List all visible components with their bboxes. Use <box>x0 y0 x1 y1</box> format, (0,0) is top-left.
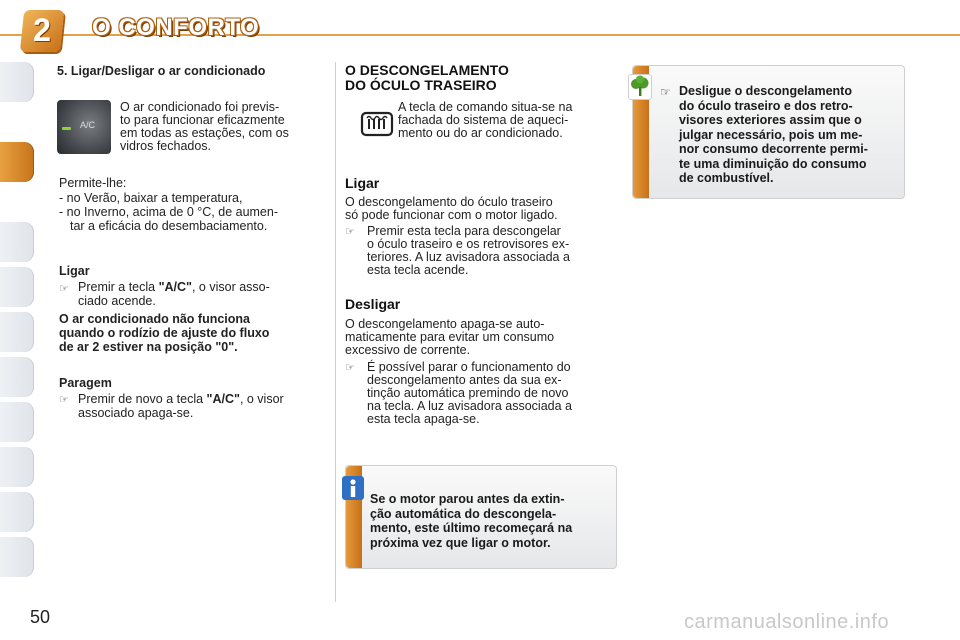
eco-note-line-7: de combustível. <box>679 171 774 185</box>
info-note-line-3: mento, este último recomeçará na <box>370 521 573 535</box>
defrost-ligar-bullet-4: esta tecla acende. <box>367 263 469 277</box>
ligar-text-c: , o visor asso- <box>191 280 270 294</box>
defrost-intro-3: mento ou do ar condicionado. <box>398 126 563 140</box>
ac-intro-3: em todas as estações, com os <box>120 126 289 140</box>
info-note-line-4: próxima vez que ligar o motor. <box>370 535 551 550</box>
chapter-tab-2[interactable] <box>0 142 34 182</box>
chapter-tab-10[interactable] <box>0 537 34 577</box>
eco-note-line-4: julgar necessário, pois um me- <box>679 127 863 142</box>
permits-label: Permite-lhe: <box>59 176 127 190</box>
ligar-text-a: Premir a tecla <box>78 280 159 294</box>
eco-note-line-1: Desligue o descongelamento <box>679 84 852 98</box>
ac-key-label: "A/C" <box>158 280 192 294</box>
chapter-number: 2 <box>33 12 51 48</box>
paragem-heading: Paragem <box>59 376 112 390</box>
defrost-ligar-bullet-2: o óculo traseiro e os retrovisores ex- <box>367 237 570 251</box>
site-watermark: carmanualsonline.info <box>684 611 890 633</box>
defrost-desligar-text-2: maticamente para evitar um consumo <box>345 330 555 344</box>
info-glyph-icon <box>342 476 364 500</box>
info-note-line-1: Se o motor parou antes da extin- <box>370 492 565 506</box>
tree-glyph-icon <box>629 75 651 99</box>
rear-defrost-title-2: DO ÓCULO TRASEIRO <box>345 77 497 93</box>
pointer-icon: ☞ <box>59 283 69 295</box>
permit-item-3: tar a eficácia do desembaciamento. <box>70 219 268 233</box>
ligar-heading: Ligar <box>59 264 90 278</box>
permit-item-2: - no Inverno, acima de 0 °C, de aumen- <box>59 205 279 219</box>
defrost-desligar-bullet-4: na tecla. A luz avisadora associada a <box>367 399 572 413</box>
ac-intro-4: vidros fechados. <box>120 139 212 153</box>
eco-note-line-2: do óculo traseiro e dos retro- <box>679 98 853 113</box>
info-note-line-2: ção automática do descongela- <box>370 506 557 521</box>
defrost-intro-2: fachada do sistema de aqueci- <box>398 113 569 127</box>
ligar-instruction <box>78 280 270 294</box>
pointer-icon: ☞ <box>345 226 355 238</box>
ac-indicator-light <box>62 127 71 130</box>
chapter-tab-5[interactable] <box>0 312 34 352</box>
column-divider <box>335 62 336 602</box>
chapter-tab-1[interactable] <box>0 62 34 102</box>
paragem-instruction <box>78 392 284 406</box>
eco-note-line-3: visores exteriores assim que o <box>679 113 862 127</box>
info-icon <box>342 476 364 500</box>
eco-note-line-6: te uma diminuição do consumo <box>679 156 867 171</box>
page-number: 50 <box>30 607 51 627</box>
chapter-tab-4[interactable] <box>0 267 34 307</box>
defrost-ligar-bullet-3: teriores. A luz avisadora associada a <box>367 250 570 264</box>
ac-button-label: A/C <box>80 120 96 130</box>
pointer-icon: ☞ <box>345 362 355 374</box>
chapter-tab-8[interactable] <box>0 447 34 487</box>
defrost-desligar-bullet-3: tinção automática premindo de novo <box>367 386 569 400</box>
defrost-intro-1: A tecla de comando situa-se na <box>398 100 573 114</box>
warning-line-1: O ar condicionado não funciona <box>59 312 250 326</box>
page-title: O CONFORTO <box>92 14 260 41</box>
defrost-ligar-heading: Ligar <box>345 175 380 191</box>
defrost-desligar-text-3: excessivo de corrente. <box>345 343 471 357</box>
ac-intro-2: to para funcionar eficazmente <box>120 113 285 127</box>
ac-intro-1: O ar condicionado foi previs- <box>120 100 280 114</box>
defrost-ligar-text-2: só pode funcionar com o motor ligado. <box>345 208 558 222</box>
chapter-tab-3[interactable] <box>0 222 34 262</box>
defrost-desligar-text-1: O descongelamento apaga-se auto- <box>345 317 545 331</box>
defrost-ligar-bullet-1: Premir esta tecla para descongelar <box>367 224 561 238</box>
rear-defrost-icon <box>360 110 394 140</box>
defrost-desligar-bullet-1: É possível parar o funcionamento do <box>367 360 571 374</box>
section-title-ac: 5. Ligar/Desligar o ar condicionado <box>57 64 266 78</box>
warning-line-3: de ar 2 estiver na posição "0". <box>59 340 238 354</box>
pointer-icon: ☞ <box>660 85 671 99</box>
chapter-tab-6[interactable] <box>0 357 34 397</box>
rear-defrost-title-1: O DESCONGELAMENTO <box>345 62 509 78</box>
chapter-tab-9[interactable] <box>0 492 34 532</box>
ac-key-label: "A/C" <box>206 392 240 406</box>
pointer-icon: ☞ <box>59 394 69 406</box>
defrost-desligar-bullet-2: descongelamento antes da sua ex- <box>367 373 562 387</box>
paragem-text-a: Premir de novo a tecla <box>78 392 207 406</box>
defrost-ligar-text-1: O descongelamento do óculo traseiro <box>345 195 553 209</box>
warning-line-2: quando o rodízio de ajuste do fluxo <box>59 326 270 340</box>
eco-note-line-5: nor consumo decorrente permi- <box>679 142 868 156</box>
paragem-instruction-2: associado apaga-se. <box>78 406 194 420</box>
defrost-desligar-heading: Desligar <box>345 296 401 312</box>
chapter-tabs <box>0 62 34 582</box>
permit-item-1: - no Verão, baixar a temperatura, <box>59 191 243 205</box>
eco-tree-icon <box>628 74 652 100</box>
ligar-instruction-2: ciado acende. <box>78 294 156 308</box>
paragem-text-c: , o visor <box>239 392 284 406</box>
defrost-desligar-bullet-5: esta tecla apaga-se. <box>367 412 480 426</box>
chapter-tab-7[interactable] <box>0 402 34 442</box>
